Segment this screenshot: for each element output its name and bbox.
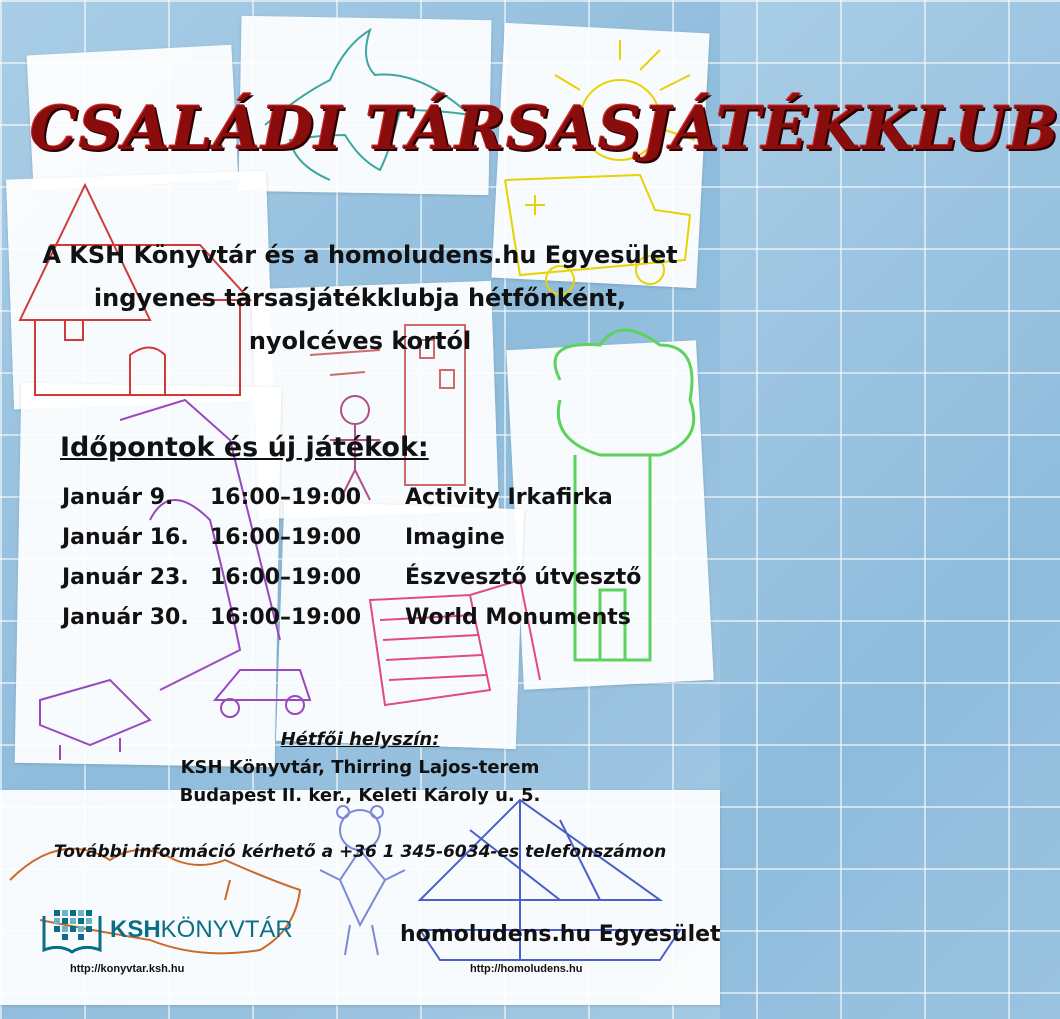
schedule-game: Észvesztő útvesztő	[405, 565, 642, 590]
schedule-row	[62, 485, 662, 525]
schedule-date: Január 9.	[62, 485, 174, 510]
venue-block	[120, 726, 600, 810]
contact-info: További információ kérhető a +36 1 345-6034-es telefonszámon	[53, 842, 667, 862]
homoludens-link[interactable]: http://homoludens.hu	[470, 963, 583, 975]
schedule-row	[62, 565, 662, 605]
venue-line-2: Budapest II. ker., Keleti Károly u. 5.	[179, 785, 541, 806]
konyvtar-link[interactable]: http://konyvtar.ksh.hu	[70, 963, 185, 975]
book-icon	[40, 906, 104, 954]
organization-name: homoludens.hu Egyesület	[400, 922, 721, 947]
intro-text	[20, 234, 700, 363]
schedule-row	[62, 525, 662, 565]
schedule-game: Activity Irkafirka	[405, 485, 613, 510]
schedule-row	[62, 605, 662, 645]
schedule-heading: Időpontok és új játékok:	[60, 432, 429, 463]
intro-line-3: nyolcéves kortól	[248, 327, 472, 355]
ksh-konyvtar-logo[interactable]	[40, 906, 293, 956]
schedule-date: Január 30.	[62, 605, 189, 630]
schedule-table	[62, 485, 662, 645]
schedule-game: World Monuments	[405, 605, 631, 630]
schedule-game: Imagine	[405, 525, 505, 550]
schedule-date: Január 16.	[62, 525, 189, 550]
schedule-time: 16:00–19:00	[210, 605, 362, 630]
intro-line-2: ingyenes társasjátékklubja hétfőnként,	[93, 284, 627, 312]
venue-label: Hétfői helyszín:	[280, 729, 440, 750]
venue-line-1: KSH Könyvtár, Thirring Lajos-terem	[180, 757, 540, 778]
poster-title: CSALÁDI TÁRSASJÁTÉKKLUB	[30, 94, 1060, 164]
schedule-time: 16:00–19:00	[210, 565, 362, 590]
logo-wordmark: KSHKÖNYVTÁR	[110, 916, 293, 943]
schedule-time: 16:00–19:00	[210, 485, 362, 510]
schedule-time: 16:00–19:00	[210, 525, 362, 550]
schedule-date: Január 23.	[62, 565, 189, 590]
intro-line-1: A KSH Könyvtár és a homoludens.hu Egyesület	[42, 241, 678, 269]
